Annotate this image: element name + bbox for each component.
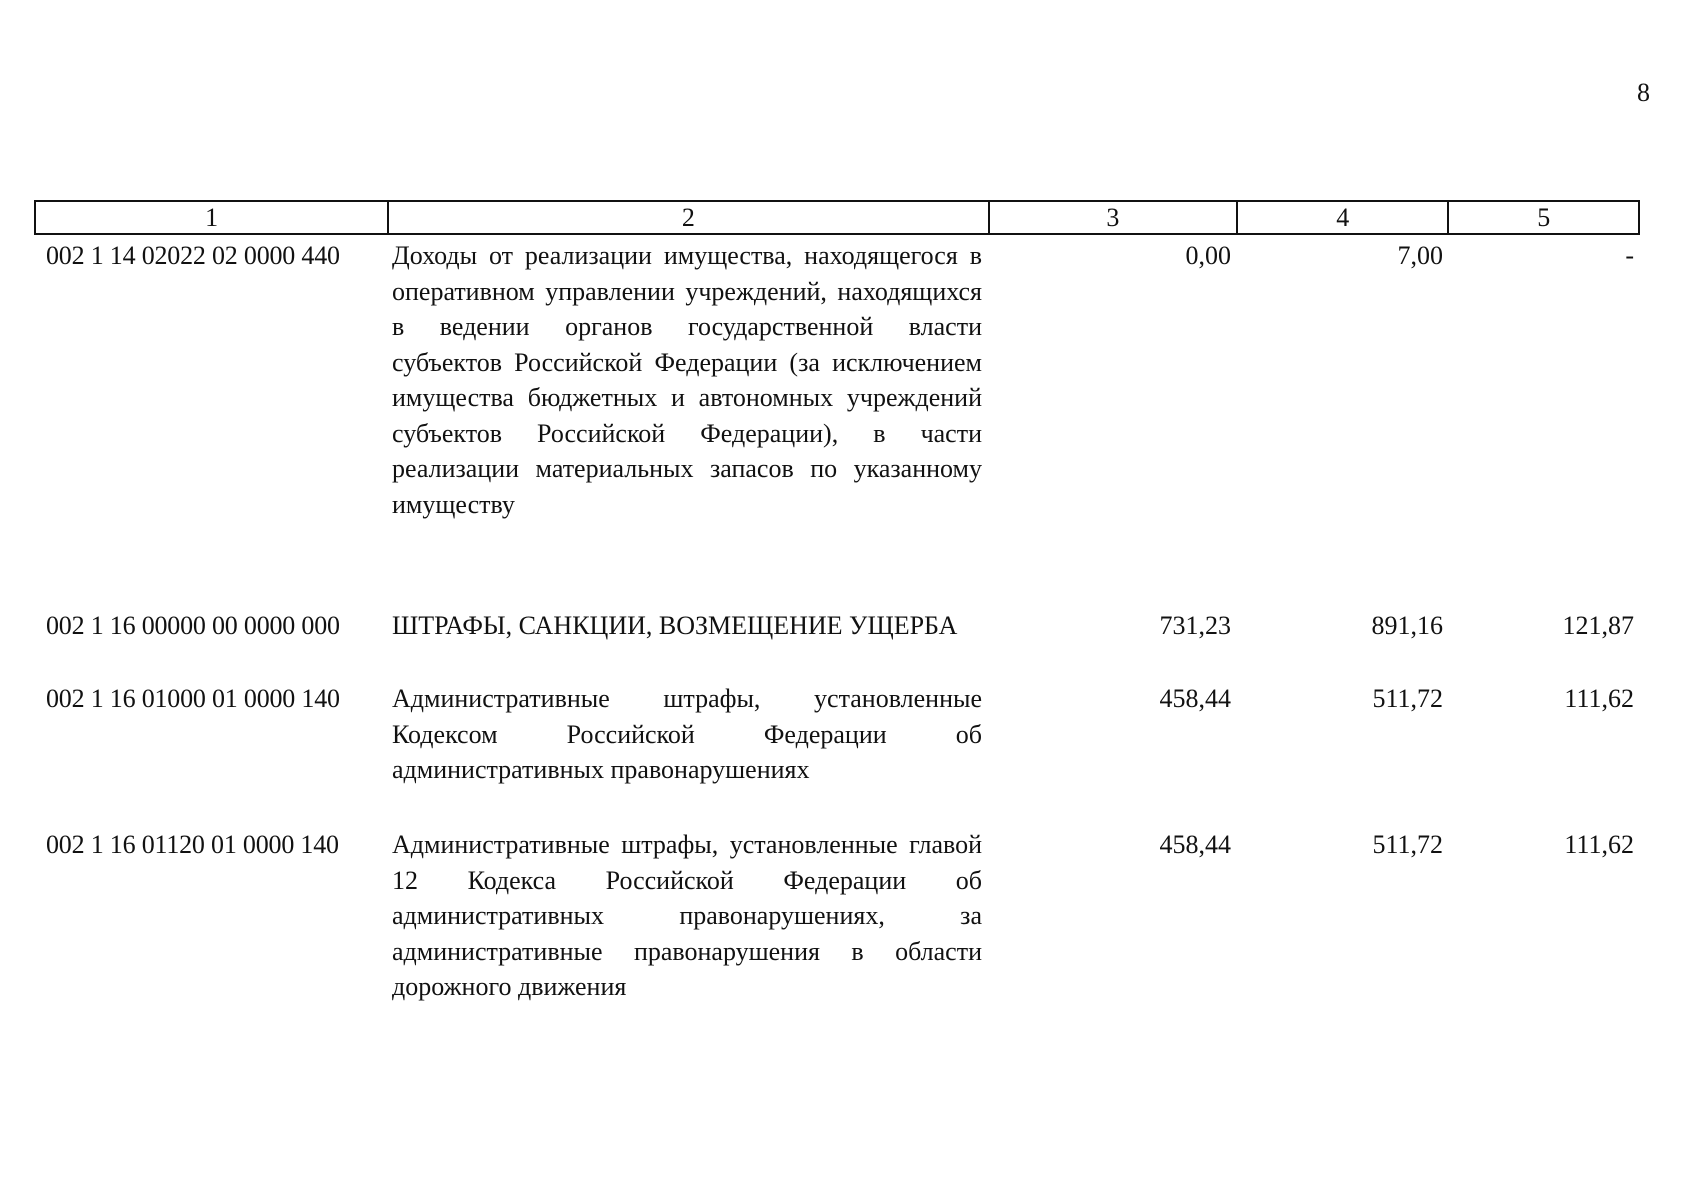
value-col-3: 458,44	[1159, 684, 1231, 713]
value-col-4: 511,72	[1372, 830, 1443, 859]
income-name: ШТРАФЫ, САНКЦИИ, ВОЗМЕЩЕНИЕ УЩЕРБА	[392, 611, 958, 640]
budget-code: 002 1 14 02022 02 0000 440	[46, 241, 340, 270]
table-header-row	[34, 200, 1640, 235]
value-col-5: -	[1625, 241, 1634, 270]
header-cell-2: 2	[387, 202, 988, 233]
value-col-3: 0,00	[1185, 241, 1231, 270]
budget-code: 002 1 16 00000 00 0000 000	[46, 611, 340, 640]
budget-code: 002 1 16 01000 01 0000 140	[46, 684, 340, 713]
table-row	[34, 827, 1640, 1007]
header-cell-5: 5	[1447, 202, 1638, 233]
header-cell-1: 1	[205, 203, 219, 232]
value-col-5: 121,87	[1562, 611, 1634, 640]
value-col-4: 891,16	[1371, 611, 1443, 640]
header-cell-3: 3	[988, 202, 1236, 233]
value-col-3: 731,23	[1159, 611, 1231, 640]
value-col-5: 111,62	[1564, 684, 1634, 713]
header-cell-4: 4	[1236, 202, 1447, 233]
income-name: Доходы от реализации имущества, находящегося в оперативном управлении учреждений, находящихся в ведении органов государственной власти субъектов Российской Федерации (за исключением имущества бюджетных и автономных учреждений субъектов Российской Федерации), в части реализации материальных запасов по указанному имуществу	[392, 241, 982, 519]
value-col-5: 111,62	[1564, 830, 1634, 859]
income-name: Административные штрафы, установленные главой 12 Кодекса Российской Федерации об административных правонарушениях, за административные правонарушения в области дорожного движения	[392, 830, 982, 1001]
income-name: Административные штрафы, установленные Кодексом Российской Федерации об административных правонарушениях	[392, 684, 982, 784]
value-col-3: 458,44	[1159, 830, 1231, 859]
value-col-4: 7,00	[1397, 241, 1443, 270]
value-col-4: 511,72	[1372, 684, 1443, 713]
budget-code: 002 1 16 01120 01 0000 140	[46, 830, 339, 859]
page-number: 8	[1637, 78, 1650, 107]
table-row	[34, 608, 1640, 681]
table-row	[34, 238, 1640, 608]
budget-table	[34, 200, 1640, 1007]
table-row	[34, 681, 1640, 827]
